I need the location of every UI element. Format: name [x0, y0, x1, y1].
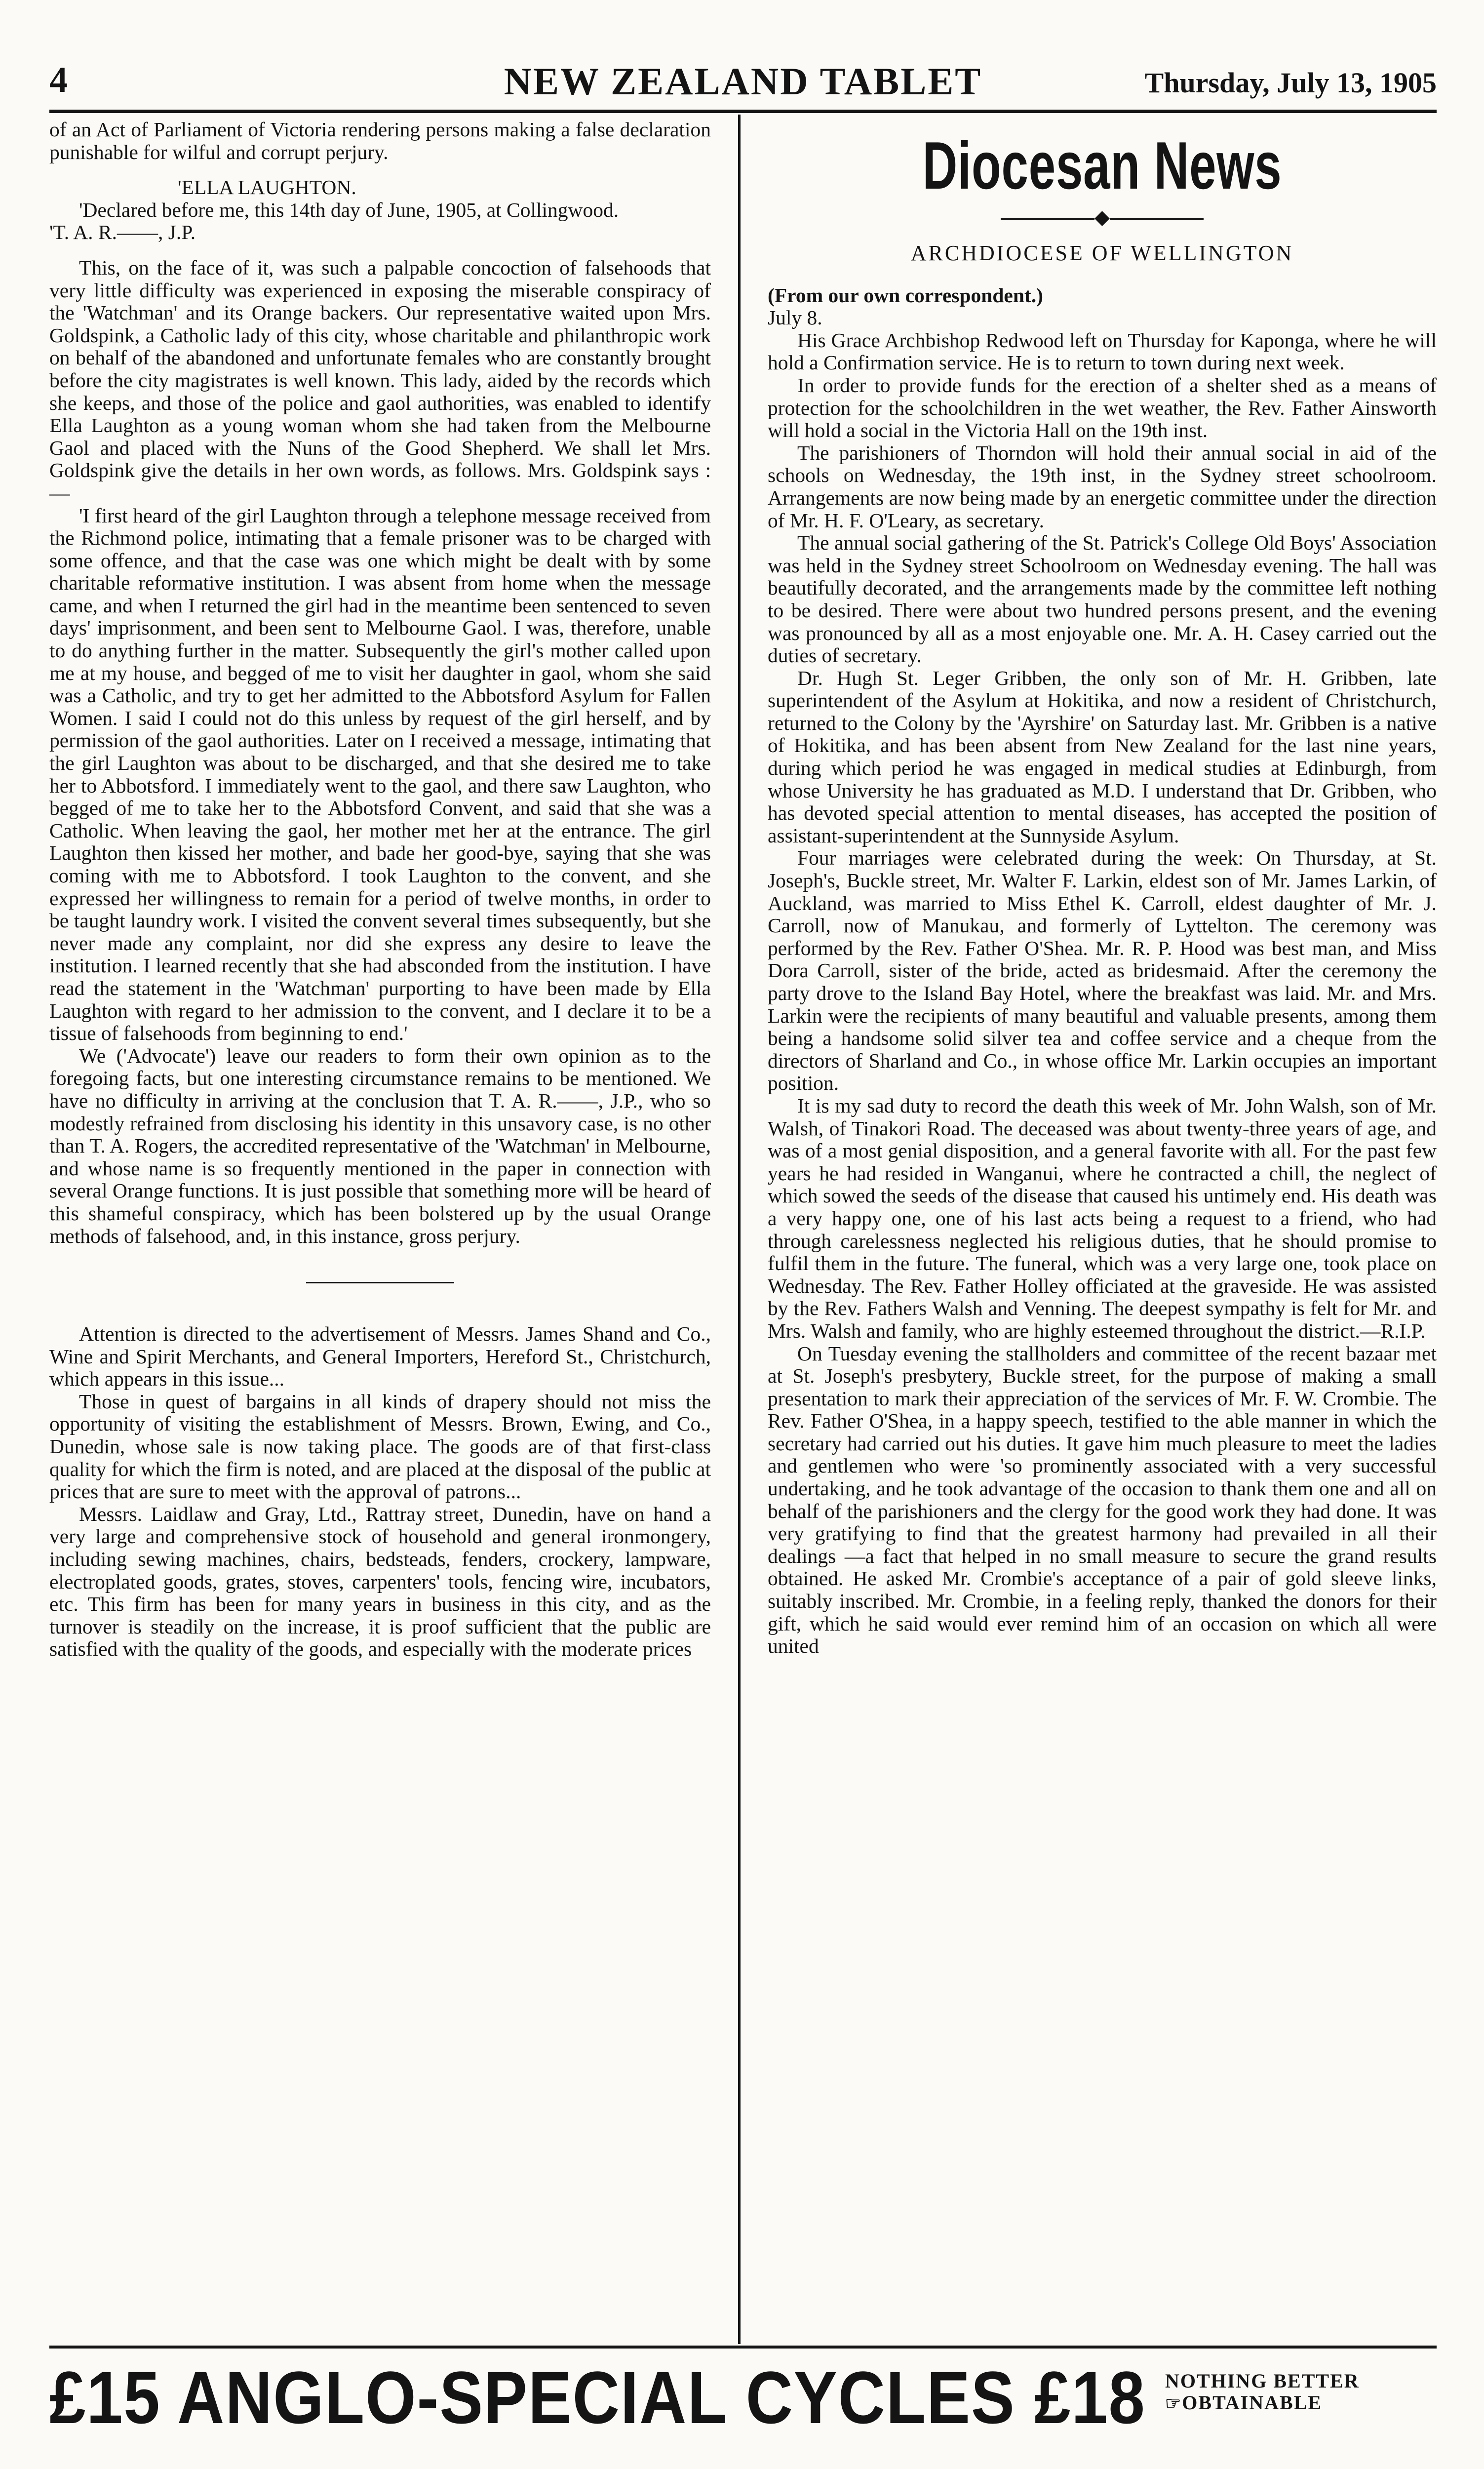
section-rule	[306, 1282, 454, 1283]
column-divider	[738, 115, 741, 2344]
article-paragraph: We ('Advocate') leave our readers to form their own opinion as to the foregoing facts, but one interesting circumstance remains to be mentioned. We have no difficulty in arriving at the conclusion that T. A. R.——, J.P., who so modestly refrained from disclosing his identity in this unsavory case, is no other than T. A. Rogers, the accredited representative of the 'Watchman' in Melbourne, and whose name is so frequently mentioned in the paper in connection with several Orange functions. It is just possible that something more will be heard of this shameful conspiracy, which has been bolstered up by the usual Orange methods of falsehood, and, in this instance, gross perjury.	[49, 1044, 711, 1247]
news-paragraph: Four marriages were celebrated during the week: On Thursday, at St. Joseph's, Buckle street, Mr. Walter F. Larkin, eldest son of Mr. James Larkin, of Auckland, was married to Miss Ethel K. Carroll, eldest daughter of Mr. J. Carroll, now of Manukau, and formerly of Lyttelton. The ceremony was performed by the Rev. Father O'Shea. Mr. R. P. Hood was best man, and Miss Dora Carroll, sister of the bride, acted as bridesmaid. After the ceremony the party drove to the Island Bay Hotel, where the breakfast was laid. Mr. and Mrs. Larkin were the recipients of many beautiful and valuable presents, among them being a handsome solid silver tea and coffee service and a cheque from the directors of Sharland and Co., in whose office Mr. Larkin occupies an important position.	[768, 846, 1437, 1095]
subhead: ARCHDIOCESE OF WELLINGTON	[910, 241, 1294, 265]
issue-date: Thursday, July 13, 1905	[1144, 67, 1437, 99]
ad-tagline	[1165, 2370, 1360, 2414]
news-paragraph: In order to provide funds for the erection of a shelter shed as a means of protection for the schoolchildren in the wet weather, the Rev. Father Ainsworth will hold a social in the Victoria Hall on the 19th inst.	[768, 373, 1437, 442]
page-number: 4	[49, 60, 68, 100]
pointing-hand-icon: ☞	[1165, 2393, 1182, 2413]
right-column	[768, 119, 1437, 1658]
signature-name: 'ELLA LAUGHTON.	[178, 176, 356, 199]
section-headline: Diocesan News	[922, 128, 1282, 203]
notice-paragraph: Messrs. Laidlaw and Gray, Ltd., Rattray street, Dunedin, have on hand a very large and comprehensive stock of household and general ironmongery, including sewing machines, chairs, bedsteads, fenders, crockery, lampware, electroplated goods, grates, stoves, carpenters' tools, fencing wire, incubators, etc. This firm has been for many years in business in this city, and as the turnover is steadily on the increase, it is proof sufficient that the public are satisfied with the quality of the goods, and especially with the moderate prices	[49, 1502, 711, 1661]
news-paragraph: The parishioners of Thorndon will hold their annual social in aid of the schools on Wednesday, the 19th inst, in the Sydney street schoolroom. Arrangements are now being made by an energetic committee under the direction of Mr. H. F. O'Leary, as secretary.	[768, 441, 1437, 532]
paper-title: NEW ZEALAND TABLET	[504, 60, 982, 103]
news-paragraph: Dr. Hugh St. Leger Gribben, the only son of Mr. H. Gribben, late superintendent of the Asylum at Hokitika, and now a resident of Christchurch, returned to the Colony by the 'Ayrshire' on Saturday last. Mr. Gribben is a native of Hokitika, and has been absent from New Zealand for the last nine years, during which period he was engaged in medical studies at Edinburgh, from whose University he has graduated as M.D. I understand that Dr. Gribben, who has devoted special attention to mental diseases, has accepted the position of assistant-superintendent at the Sunnyside Asylum.	[768, 666, 1437, 847]
dateline: July 8.	[768, 306, 822, 329]
ad-tagline-line2: OBTAINABLE	[1182, 2391, 1323, 2414]
notice-paragraph: Those in quest of bargains in all kinds of drapery should not miss the opportunity of visiting the establishment of Messrs. Brown, Ewing, and Co., Dunedin, whose sale is now taking place. The goods are of that first-class quality for which the firm is noted, and are placed at the disposal of the public at prices that are sure to meet with the approval of patrons...	[49, 1390, 711, 1503]
masthead-rule	[49, 110, 1437, 113]
news-paragraph: On Tuesday evening the stallholders and committee of the recent bazaar met at St. Joseph's presbytery, Buckle street, for the purpose of making a small presentation to mark their appreciation of the services of Mr. F. W. Crombie. The Rev. Father O'Shea, in a happy speech, testified to the able manner in which the secretary had carried out his duties. It gave him much pleasure to meet the ladies and gentlemen who were 'so prominently associated with a very successful undertaking, and he took advantage of the occasion to thank them one and all on behalf of the parishioners and the clergy for the good work they had done. It was very gratifying to find that the greatest harmony had prevailed in all their dealings —a fact that helped in no small measure to secure the grand results obtained. He asked Mr. Crombie's acceptance of a pair of gold sleeve links, suitably inscribed. Mr. Crombie, in a feeling reply, thanked the donors for their gift, which he said would ever remind him of an occasion on which all were united	[768, 1342, 1437, 1658]
left-column	[49, 119, 711, 1661]
signature-jp: 'T. A. R.——, J.P.	[49, 221, 196, 244]
news-paragraph: The annual social gathering of the St. Patrick's College Old Boys' Association was held in the Sydney street Schoolroom on Wednesday evening. The hall was beautifully decorated, and the arrangements made by the committee left nothing to be desired. There were about two hundred persons present, and the evening was pronounced by all as a most enjoyable one. Mr. A. H. Casey carried out the duties of secretary.	[768, 531, 1437, 667]
news-paragraph: His Grace Archbishop Redwood left on Thursday for Kaponga, where he will hold a Confirmation service. He is to return to town during next week.	[768, 328, 1437, 374]
headline-ornament: ◆	[768, 207, 1437, 227]
ad-headline: £15 ANGLO-SPECIAL CYCLES £18	[49, 2356, 1146, 2439]
article-paragraph: This, on the face of it, was such a palpable concoction of falsehoods that very little difficulty was experienced in exposing the miserable conspiracy of the 'Watchman' and its Orange backers. Our representative waited upon Mrs. Goldspink, a Catholic lady of this city, whose charitable and philanthropic work on behalf of the abandoned and unfortunate females who are constantly brought before the city magistrates is well known. This lady, aided by the records which she keeps, and those of the police and gaol authorities, was enabled to identify Ella Laughton as a young woman whom she had taken from the Melbourne Gaol and placed with the Nuns of the Good Shepherd. We shall let Mrs. Goldspink give the details in her own words, as follows. Mrs. Goldspink says :—	[49, 256, 711, 504]
masthead	[49, 59, 1437, 109]
footer-advertisement	[49, 2355, 1437, 2454]
declaration-line: 'Declared before me, this 14th day of June, 1905, at Collingwood.	[79, 198, 619, 221]
ad-tagline-line1: NOTHING BETTER	[1165, 2370, 1360, 2392]
correspondent-line: (From our own correspondent.)	[768, 283, 1043, 307]
article-paragraph: 'I first heard of the girl Laughton through a telephone message received from the Richmond police, intimating that a female prisoner was to be charged with some offence, and that the case was one which might be dealt with by some charitable reformative institution. I was absent from home when the message came, and when I returned the girl had in the meantime been sentenced to seven days' imprisonment, and been sent to Melbourne Gaol. I was, therefore, unable to do anything further in the matter. Subsequently the girl's mother called upon me at my house, and begged of me to visit her daughter in gaol, whom she said was a Catholic, and try to get her admitted to the Abbotsford Asylum for Fallen Women. I said I could not do this unless by request of the girl herself, and by permission of the gaol authorities. Later on I received a message, intimating that the girl Laughton was about to be discharged, and that she desired me to take her to Abbotsford. I immediately went to the gaol, and there saw Laughton, who begged of me to take her to the Abbotsford Convent, and said that she was a Catholic. When leaving the gaol, her mother met her at the entrance. The girl Laughton then kissed her mother, and bade her good-bye, saying that she was coming with me to Abbotsford. I took Laughton to the convent, and she expressed her willingness to remain for a period of twelve months, in order to be taught laundry work. I visited the convent several times subsequently, but she never made any complaint, nor did she express any desire to leave the institution. I learned recently that she had absconded from the institution. I have read the statement in the 'Watchman' purporting to have been made by Ella Laughton with regard to her admission to the convent, and I declare it to be a tissue of falsehoods from beginning to end.'	[49, 504, 711, 1045]
news-paragraph: It is my sad duty to record the death this week of Mr. John Walsh, son of Mr. Walsh, of Tinakori Road. The deceased was about twenty-three years of age, and was of a most genial disposition, and a general favorite with all. For the past few years he had resided in Wanganui, where he contracted a chill, the neglect of which sowed the seeds of the disease that caused his untimely end. His death was a very happy one, one of his last acts being a request to a friend, who had through carelessness neglected his religious duties, that he should promise to fulfil them in the future. The funeral, which was a very large one, took place on Wednesday. The Rev. Father Holley officiated at the graveside. He was assisted by the Rev. Fathers Walsh and Venning. The deepest sympathy is felt for Mr. and Mrs. Walsh and family, who are highly esteemed throughout the district.—R.I.P.	[768, 1094, 1437, 1342]
footer-rule	[49, 2346, 1437, 2349]
article-intro: of an Act of Parliament of Victoria rendering persons making a false declaration punishable for wilful and corrupt perjury.	[49, 118, 711, 163]
notice-paragraph: Attention is directed to the advertisement of Messrs. James Shand and Co., Wine and Spirit Merchants, and General Importers, Hereford St., Christchurch, which appears in this issue...	[49, 1322, 711, 1391]
